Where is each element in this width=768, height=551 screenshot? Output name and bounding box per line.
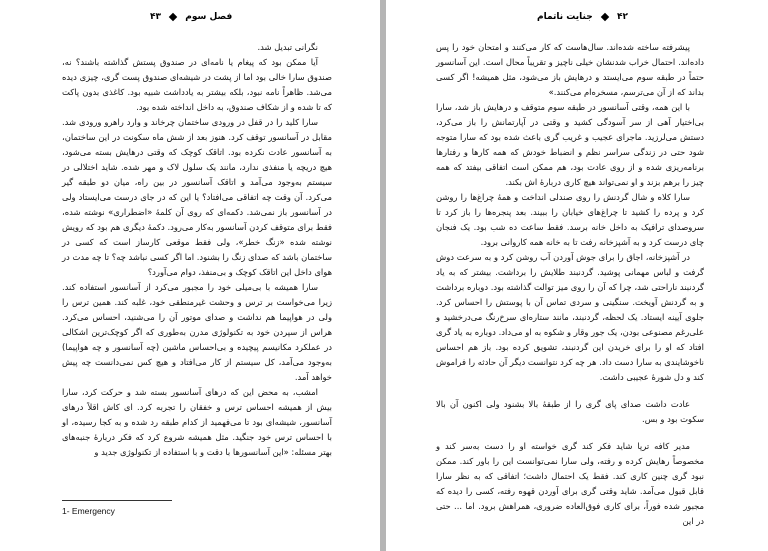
diamond-icon: [169, 12, 177, 20]
paragraph: آیا ممکن بود که پیغام یا نامه‌ای در صندوق پستش گذاشته باشند؟ نه، صندوق سارا خالی بود اما از پشت در شیشه‌ای صندوق پست گری، چیزی دیده می‌شد. ظاهراً نامه نبود، بلکه بیشتر به یادداشت شبیه بود. کاغذی بدون پاکت که تا شده و از شکاف صندوق، به داخل انداخته شده بود.: [62, 57, 332, 112]
chapter-title: فصل سوم: [185, 12, 233, 22]
paragraph: سارا کلید را در قفل در ورودی ساختمان چرخاند و وارد راهرو ورودی شد. مقابل در آسانسور توقف کرد. هنوز بعد از شش ماه سکونت در این ساختمان، به آسانسور عادت نکرده بود. اتاقک کوچک که وقتی درهایش بسته می‌شود، هیچ دریچه یا منفذی ندارد، مانند یک سلول لاک و مهر شده. شاید اختلالی در سیستم به‌وجود می‌آمد و اتاقک آسانسور در بین راه، میان دو طبقه گیر می‌کرد. آن وقت چه اتفاقی می‌افتاد؟ یا این که در جای درست می‌ایستاد ولی در آسانسور باز نمی‌شد. دکمه‌ای که روی آن کلمهٔ «اضطراری» نوشته شده، فقط برای متوقف کردن آسانسور به‌کار می‌رود. دکمهٔ دیگری هم بود که رویش نوشته شده «زنگ خطر»، ولی فقط موقعی کارساز است که کسی در ساختمان باشد که صدای زنگ را بشنود. اما اگر کسی نباشد چه؟ تا چه مدت در هوای داخل این اتاقک کوچک و بی‌منفذ، دوام می‌آورد؟: [62, 117, 332, 277]
paragraph: در آشپزخانه، اجاق را برای جوش آوردن آب روشن کرد و به سرعت دوش گرفت و لباس مهمانی پوشید. گردنبند طلایش را برداشت. بیشتر که به یاد گردنبند ناراحتی شد، چرا که آن را روی میز توالت گذاشته بود. دوباره برداشت و به گردنش آویخت. سنگینی و سردی تماس آن با پوستش را احساس کرد. جلوی آیینه ایستاد. یک لحظه، گردنبند، مانند ستاره‌ای سرخ‌رنگ می‌درخشید و علی‌رغم مصنوعی بودن، یک جور وقار و شکوه به او می‌داد. دوباره به یاد گری افتاد که او را برای خریدن این گردنبند، تشویق کرده بود. باز هم احساس ناخوشایندی به سارا دست داد. هر چه کرد نتوانست دیگر آن حادثه را فراموش کند و دل شورهٔ عجیبی داشت.: [436, 252, 704, 382]
left-page-header: [0, 8, 380, 30]
paragraph: نگرانی تبدیل شد.: [257, 42, 318, 52]
paragraph: با این همه، وقتی آسانسور در طبقه سوم متوقف و درهایش باز شد، سارا بی‌اختیار آهی از سر آسودگی کشید و وقتی در آپارتمانش را باز می‌کرد، دستش می‌لرزید. ماجرای عجیب و غریب گری باعث شده بود که سارا متوجه شود حتی در زندگی سراسر نظم و انضباط خودش که همه کارها و رفتارها برنامه‌ریزی شده و از روی عادت بود، هم ممکن است اتفاقی بیفتد که همه چیز را برهم بزند و او نمی‌تواند هیچ کاری دربارهٔ اش بکند.: [436, 102, 704, 187]
diamond-icon: [601, 12, 609, 20]
page-number: ۴۲: [617, 12, 628, 22]
paragraph: پیشرفته ساخته شده‌اند. سال‌هاست که کار می‌کنند و امتحان خود را پس داده‌اند. احتمال خراب شدنشان خیلی ناچیز و تقریباً محال است. این آسانسور حتماً در طبقه سوم می‌ایستد و درهایش باز می‌شود، مثل همیشه! اگر کسی بداند که از آن می‌ترسم، مسخره‌ام می‌کنند.»: [436, 42, 704, 97]
paragraph: امشب، به محض این که درهای آسانسور بسته شد و حرکت کرد، سارا بیش از همیشه احساس ترس و خفقان را تجربه کرد. ای کاش اقلاً درهای آسانسور، شیشه‌ای بود تا می‌فهمید از کدام طبقه رد شده و به کجا رسیده، او با احساس ترس خود جنگید. مثل همیشه شروع کرد که فکر درباره‌ٔ جنبه‌های بهتر مسئله: «این آسانسورها با دقت و با استفاده از تکنولوژی جدید و: [62, 387, 332, 457]
paragraph: سارا کلاه و شال گردنش را روی صندلی انداخت و همهٔ چراغ‌ها را روشن کرد و پرده را کشید تا چراغ‌های خیابان را ببیند. بعد پنجره‌ها را باز کرد تا سروصدای ترافیک به داخل خانه برسد. فقط ساعت ده شب بود. یک فنجان چای درست کرد و به آشپزخانه رفت تا به خانه همه کاروانی برود.: [436, 192, 704, 247]
footnote: 1- Emergency: [62, 506, 115, 516]
book-title: جنایت ناتمام: [536, 12, 593, 22]
right-page-body: [436, 40, 704, 529]
paragraph: مدیر کافه ترپا شاید فکر کند گری خواسته او را دست به‌سر کند و مخصوصاً رهایش کرده و رفته، ولی سارا نمی‌توانست این را باور کند. ممکن نبود گری چنین کاری کند. فقط یک احتمال داشت؛ اتفاقی که به نظر سارا قابل قبول می‌آمد. شاید وقتی گری برای آوردن قهوه رفته، کسی را دیده که مجبور شده فوراً، برای کاری فوق‌العاده ضروری، همراهش برود. اما ... حتی در این: [436, 441, 704, 526]
paragraph: سارا همیشه با بی‌میلی خود را مجبور می‌کرد از آسانسور استفاده کند. زیرا می‌خواست بر ترس و وحشت غیرمنطقی خود، غلبه کند. همین ترس را ولی در هواپیما هم نداشت و صدای موتور آن را می‌شنید، احساس می‌کرد. هراس از سپردن خود به تکنولوژی مدرن به‌طوری که اگر کوچک‌ترین اشکالی در عملکرد مکانیسم پیچیده و بی‌احساس ماشین (چه آسانسور و چه هواپیما) به‌وجود می‌آمد، کل سیستم از کار می‌افتاد و هیچ کس نمی‌دانست چه پیش خواهد آمد.: [62, 282, 332, 382]
paragraph: عادت داشت صدای پای گری را از طبقهٔ بالا بشنود ولی اکنون آن بالا سکوت بود و بس.: [436, 399, 704, 424]
left-page: [0, 0, 380, 551]
right-page-header: [386, 8, 768, 30]
left-page-body: [62, 40, 332, 460]
footnote-divider: [62, 500, 172, 501]
right-page: [386, 0, 768, 551]
page-number: ۴۳: [150, 12, 161, 22]
